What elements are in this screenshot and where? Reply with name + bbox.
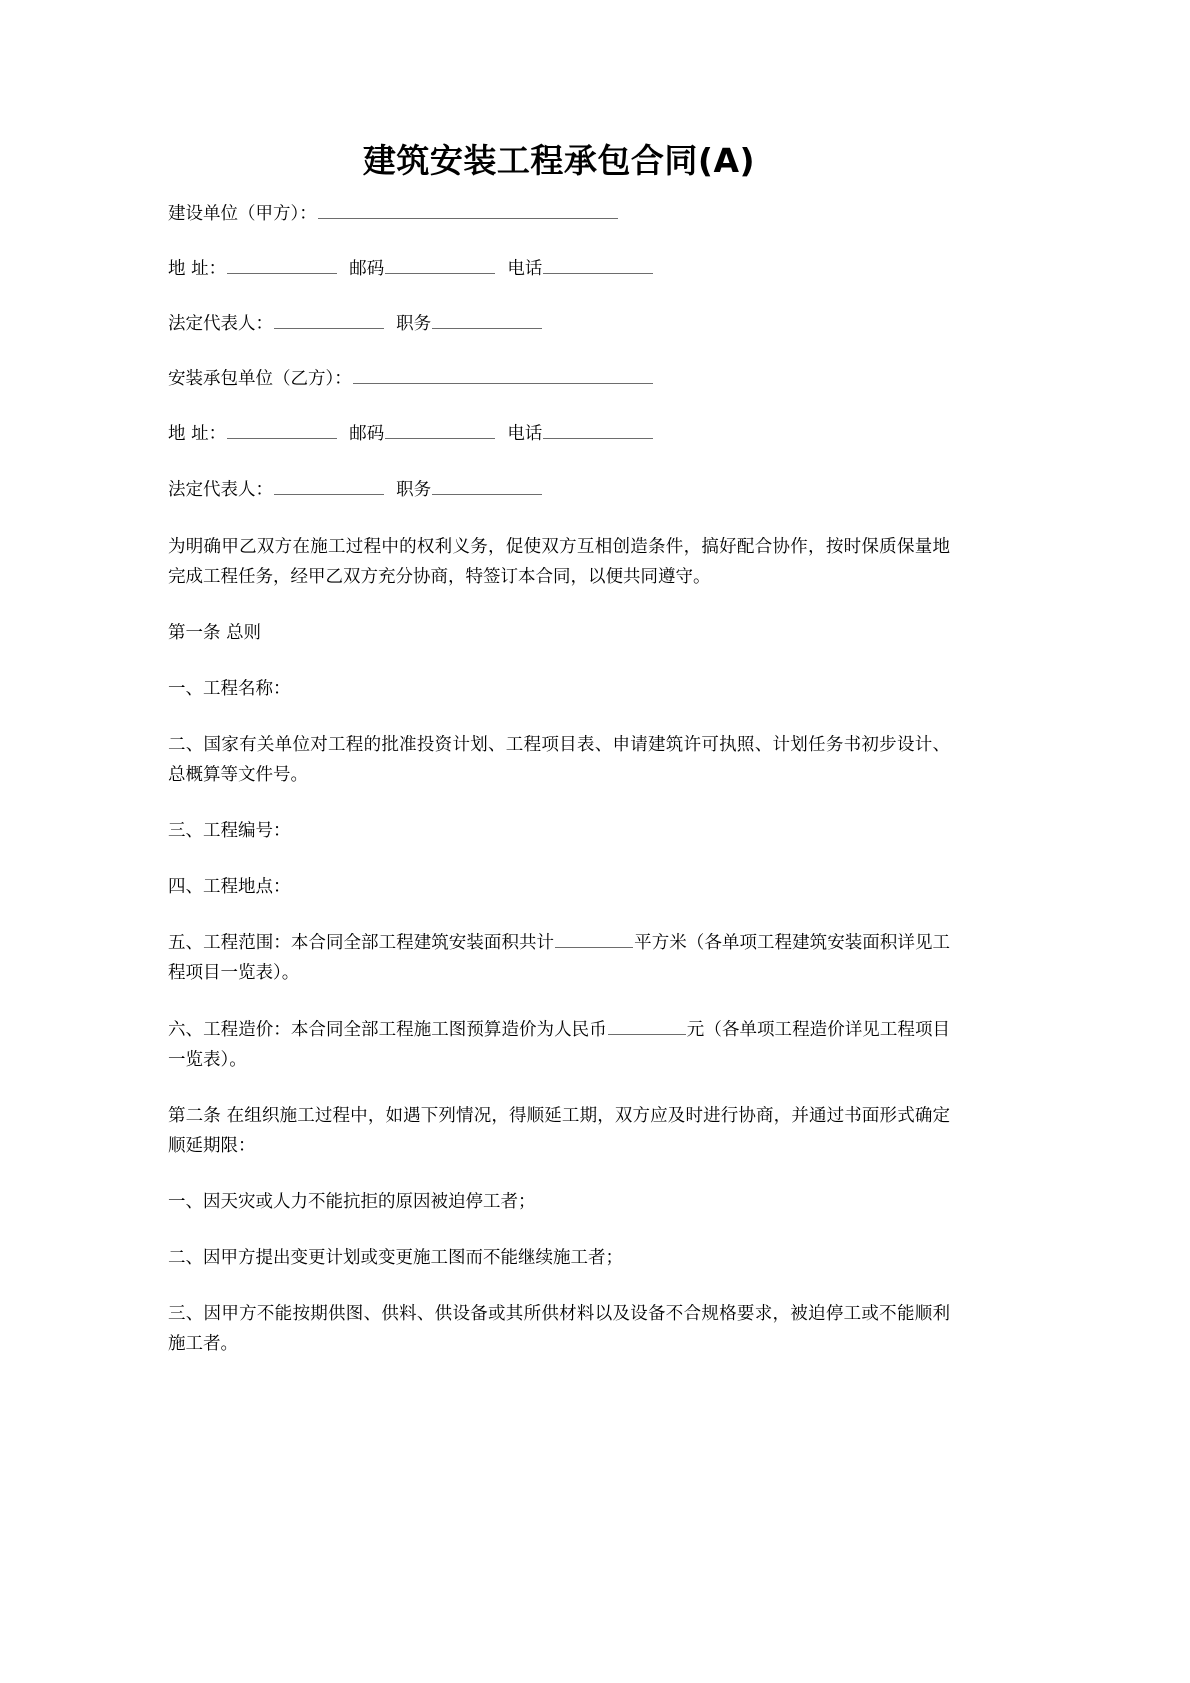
party-b-position-label: 职务 xyxy=(396,479,432,500)
party-a-contact-row xyxy=(168,256,950,283)
party-b-postcode-input[interactable] xyxy=(385,422,495,439)
party-b-phone-input[interactable] xyxy=(543,422,653,439)
party-b-legal-rep-input[interactable] xyxy=(274,478,384,495)
party-b-position-input[interactable] xyxy=(432,478,542,495)
party-a-legal-rep-row xyxy=(168,311,950,338)
party-a-postcode-label: 邮码 xyxy=(349,259,385,280)
article-2-item-2: 二、因甲方提出变更计划或变更施工图而不能继续施工者； xyxy=(168,1248,623,1269)
article-2-item-1: 一、因天灾或人力不能抗拒的原因被迫停工者； xyxy=(168,1191,536,1212)
party-a-legal-rep-label: 法定代表人： xyxy=(168,314,273,335)
party-b-address-label: 地 址： xyxy=(168,424,227,445)
construction-area-input[interactable] xyxy=(555,933,633,948)
party-a-name-label: 建设单位（甲方）： xyxy=(168,203,317,224)
article-2-heading: 第二条 在组织施工过程中，如遇下列情况，得顺延工期，双方应及时进行协商，并通过书面形式确定顺延期限： xyxy=(168,1105,950,1156)
party-a-position-input[interactable] xyxy=(432,312,542,329)
article-2-item-3: 三、因甲方不能按期供图、供料、供设备或其所供材料以及设备不合规格要求，被迫停工或不能顺利施工者。 xyxy=(168,1304,950,1355)
party-a-address-label: 地 址： xyxy=(168,259,227,280)
article-1-item-5-prefix: 五、工程范围：本合同全部工程建筑安装面积共计 xyxy=(168,933,555,954)
party-b-legal-rep-row xyxy=(168,477,950,504)
project-cost-input[interactable] xyxy=(608,1020,686,1035)
article-1-item-5-suffix: 平方米（各单项工程建筑安装面积详见工程项目一览表）。 xyxy=(168,933,951,984)
party-a-name-input[interactable] xyxy=(318,202,618,219)
preamble-paragraph: 为明确甲乙双方在施工过程中的权利义务，促使双方互相创造条件，搞好配合协作，按时保质保量地完成工程任务，经甲乙双方充分协商，特签订本合同，以便共同遵守。 xyxy=(168,536,950,587)
party-a-legal-rep-input[interactable] xyxy=(274,312,384,329)
party-a-phone-input[interactable] xyxy=(543,257,653,274)
article-1-item-1: 一、工程名称： xyxy=(168,678,291,699)
party-b-legal-rep-label: 法定代表人： xyxy=(168,479,273,500)
article-1-item-2: 二、国家有关单位对工程的批准投资计划、工程项目表、申请建筑许可执照、计划任务书初步设计、总概算等文件号。 xyxy=(168,735,950,786)
article-1-item-6-suffix: 元（各单项工程造价详见工程项目一览表）。 xyxy=(168,1019,950,1070)
party-b-name-row xyxy=(168,366,950,393)
party-a-postcode-input[interactable] xyxy=(385,257,495,274)
party-b-name-label: 安装承包单位（乙方）： xyxy=(168,369,352,390)
article-1-item-4: 四、工程地点： xyxy=(168,877,291,898)
party-a-position-label: 职务 xyxy=(396,314,432,335)
article-1-item-5 xyxy=(168,928,950,988)
article-1-item-6-prefix: 六、工程造价：本合同全部工程施工图预算造价为人民币 xyxy=(168,1019,607,1040)
article-1-heading: 第一条 总则 xyxy=(168,622,262,643)
party-a-address-input[interactable] xyxy=(227,257,337,274)
article-1-item-3: 三、工程编号： xyxy=(168,821,291,842)
party-b-name-input[interactable] xyxy=(353,367,653,384)
page-title: 建筑安装工程承包合同(A) xyxy=(362,141,756,180)
party-b-address-input[interactable] xyxy=(227,422,337,439)
party-b-postcode-label: 邮码 xyxy=(349,424,385,445)
party-a-name-row xyxy=(168,201,950,228)
party-b-phone-label: 电话 xyxy=(507,424,543,445)
party-a-phone-label: 电话 xyxy=(507,259,543,280)
article-1-item-6 xyxy=(168,1015,950,1075)
document-body xyxy=(168,140,950,1385)
party-b-contact-row xyxy=(168,421,950,448)
